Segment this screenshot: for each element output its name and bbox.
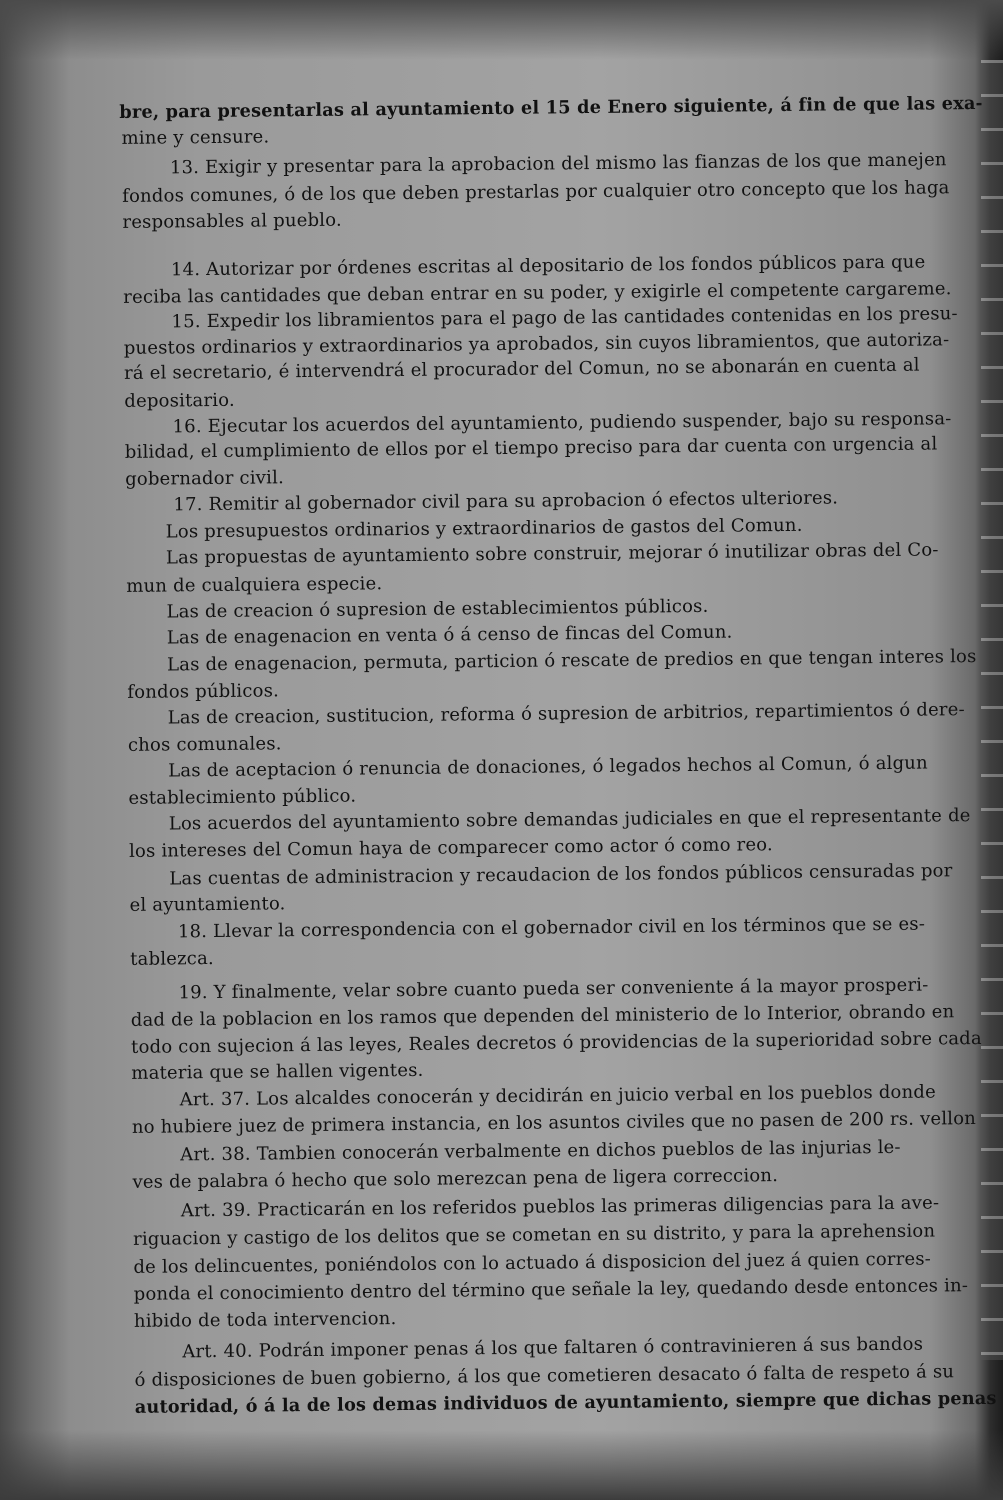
text-line: hibido de toda intervencion.: [133, 1308, 397, 1332]
text-line: materia que se hallen vigentes.: [131, 1059, 424, 1084]
text-line: Las propuestas de ayuntamiento sobre construir, mejorar ó inutilizar obras del Co-: [165, 539, 939, 569]
text-line: Art. 39. Practicarán en los referidos pueblos las primeras diligencias para la ave-: [180, 1192, 940, 1222]
text-line: tablezca.: [130, 948, 214, 970]
text-line: puestos ordinarios y extraordinarios ya aprobados, sin cuyos libramientos, que autoriza-: [123, 329, 950, 359]
text-line: rá el secretario, é intervendrá el procurador del Comun, no se abonarán en cuenta al: [123, 354, 920, 384]
text-line: riguacion y castigo de los delitos que se cometan en su distrito, y para la aprehension: [132, 1220, 936, 1250]
text-line: Los presupuestos ordinarios y extraordinarios de gastos del Comun.: [165, 514, 803, 543]
text-line: chos comunales.: [127, 733, 282, 756]
text-line: Las de creacion, sustitucion, reforma ó supresion de arbitrios, repartimientos ó dere-: [167, 699, 965, 729]
text-line: Art. 40. Podrán imponer penas á los que faltaren ó contravinieren á sus bandos: [182, 1333, 924, 1363]
text-line: Las de creacion ó supresion de establecimientos públicos.: [166, 595, 709, 623]
text-line: los intereses del Comun haya de comparecer como actor ó como reo.: [128, 834, 774, 862]
adjacent-page-edge: [981, 60, 1003, 1360]
text-line: autoridad, ó á la de los demas individuos de ayuntamiento, siempre que dichas penas: [134, 1387, 997, 1418]
text-line: el ayuntamiento.: [129, 893, 286, 916]
text-line: mun de cualquiera especie.: [126, 573, 383, 597]
text-line: no hubiere juez de primera instancia, en los asuntos civiles que no pasen de 200 rs. vellon: [131, 1108, 977, 1138]
text-line: Las de aceptacion ó renuncia de donaciones, ó legados hechos al Comun, ó algun: [168, 752, 928, 782]
text-line: todo con sujecion á las leyes, Reales decretos ó providencias de la superioridad sobre cada: [130, 1027, 983, 1058]
text-line: 15. Expedir los libramientos para el pago de las cantidades contenidas en los presu-: [171, 303, 958, 333]
text-line: 16. Ejecutar los acuerdos del ayuntamiento, pudiendo suspender, bajo su responsa-: [172, 408, 952, 438]
text-line: Art. 37. Los alcaldes conocerán y decidirán en juicio verbal en los pueblos donde: [179, 1081, 936, 1111]
text-line: mine y censure.: [121, 126, 270, 149]
text-line: Las de enagenacion, permuta, particion ó rescate de predios en que tengan interes los: [166, 646, 977, 676]
text-line: depositario.: [124, 389, 235, 412]
text-line: responsables al pueblo.: [122, 209, 342, 233]
text-line: 18. Llevar la correspondencia con el gobernador civil en los términos que se es-: [177, 913, 926, 943]
text-line: fondos públicos.: [127, 680, 280, 703]
text-line: ó disposiciones de buen gobierno, á los que cometieren desacato ó falta de respeto á su: [134, 1361, 955, 1391]
text-line: 13. Exigir y presentar para la aprobacion del mismo las fianzas de los que manejen: [169, 149, 947, 179]
text-line: reciba las cantidades que deban entrar en su poder, y exigirle el competente cargareme.: [123, 278, 952, 308]
text-line: dad de la poblacion en los ramos que dependen del ministerio de lo Interior, obrando en: [130, 1001, 955, 1031]
text-line: 14. Autorizar por órdenes escritas al depositario de los fondos públicos para que: [170, 251, 926, 281]
page-bottom-shadow: [0, 1430, 1003, 1500]
text-line: Las de enagenacion en venta ó á censo de fincas del Comun.: [166, 621, 733, 649]
text-line: de los delincuentes, poniéndolos con lo actuado á disposicion del juez á quien corres-: [133, 1248, 932, 1278]
text-line: gobernador civil.: [125, 467, 285, 490]
text-line: Los acuerdos del ayuntamiento sobre demandas judiciales en que el representante de: [168, 805, 971, 835]
text-line: bilidad, el cumplimiento de ellos por el tiempo preciso para dar cuenta con urgencia al: [124, 433, 938, 463]
text-line: fondos comunes, ó de los que deben prestarlas por cualquier otro concepto que los haga: [122, 177, 950, 207]
text-line: 19. Y finalmente, velar sobre cuanto pueda ser conveniente á la mayor prosperi-: [178, 974, 929, 1004]
text-line: establecimiento público.: [128, 785, 357, 809]
text-line: Art. 38. Tambien conocerán verbalmente en dichos pueblos de las injurias le-: [180, 1136, 901, 1166]
text-line: ves de palabra ó hecho que solo merezcan pena de ligera correccion.: [132, 1165, 779, 1193]
text-line: bre, para presentarlas al ayuntamiento el 15 de Enero siguiente, á fin de que las exa-: [119, 92, 984, 123]
text-line: 17. Remitir al gobernador civil para su aprobacion ó efectos ulteriores.: [173, 487, 839, 516]
text-line: ponda el conocimiento dentro del término que señale la ley, quedando desde entonces in-: [133, 1275, 969, 1305]
text-line: Las cuentas de administracion y recaudacion de los fondos públicos censuradas por: [169, 860, 953, 890]
